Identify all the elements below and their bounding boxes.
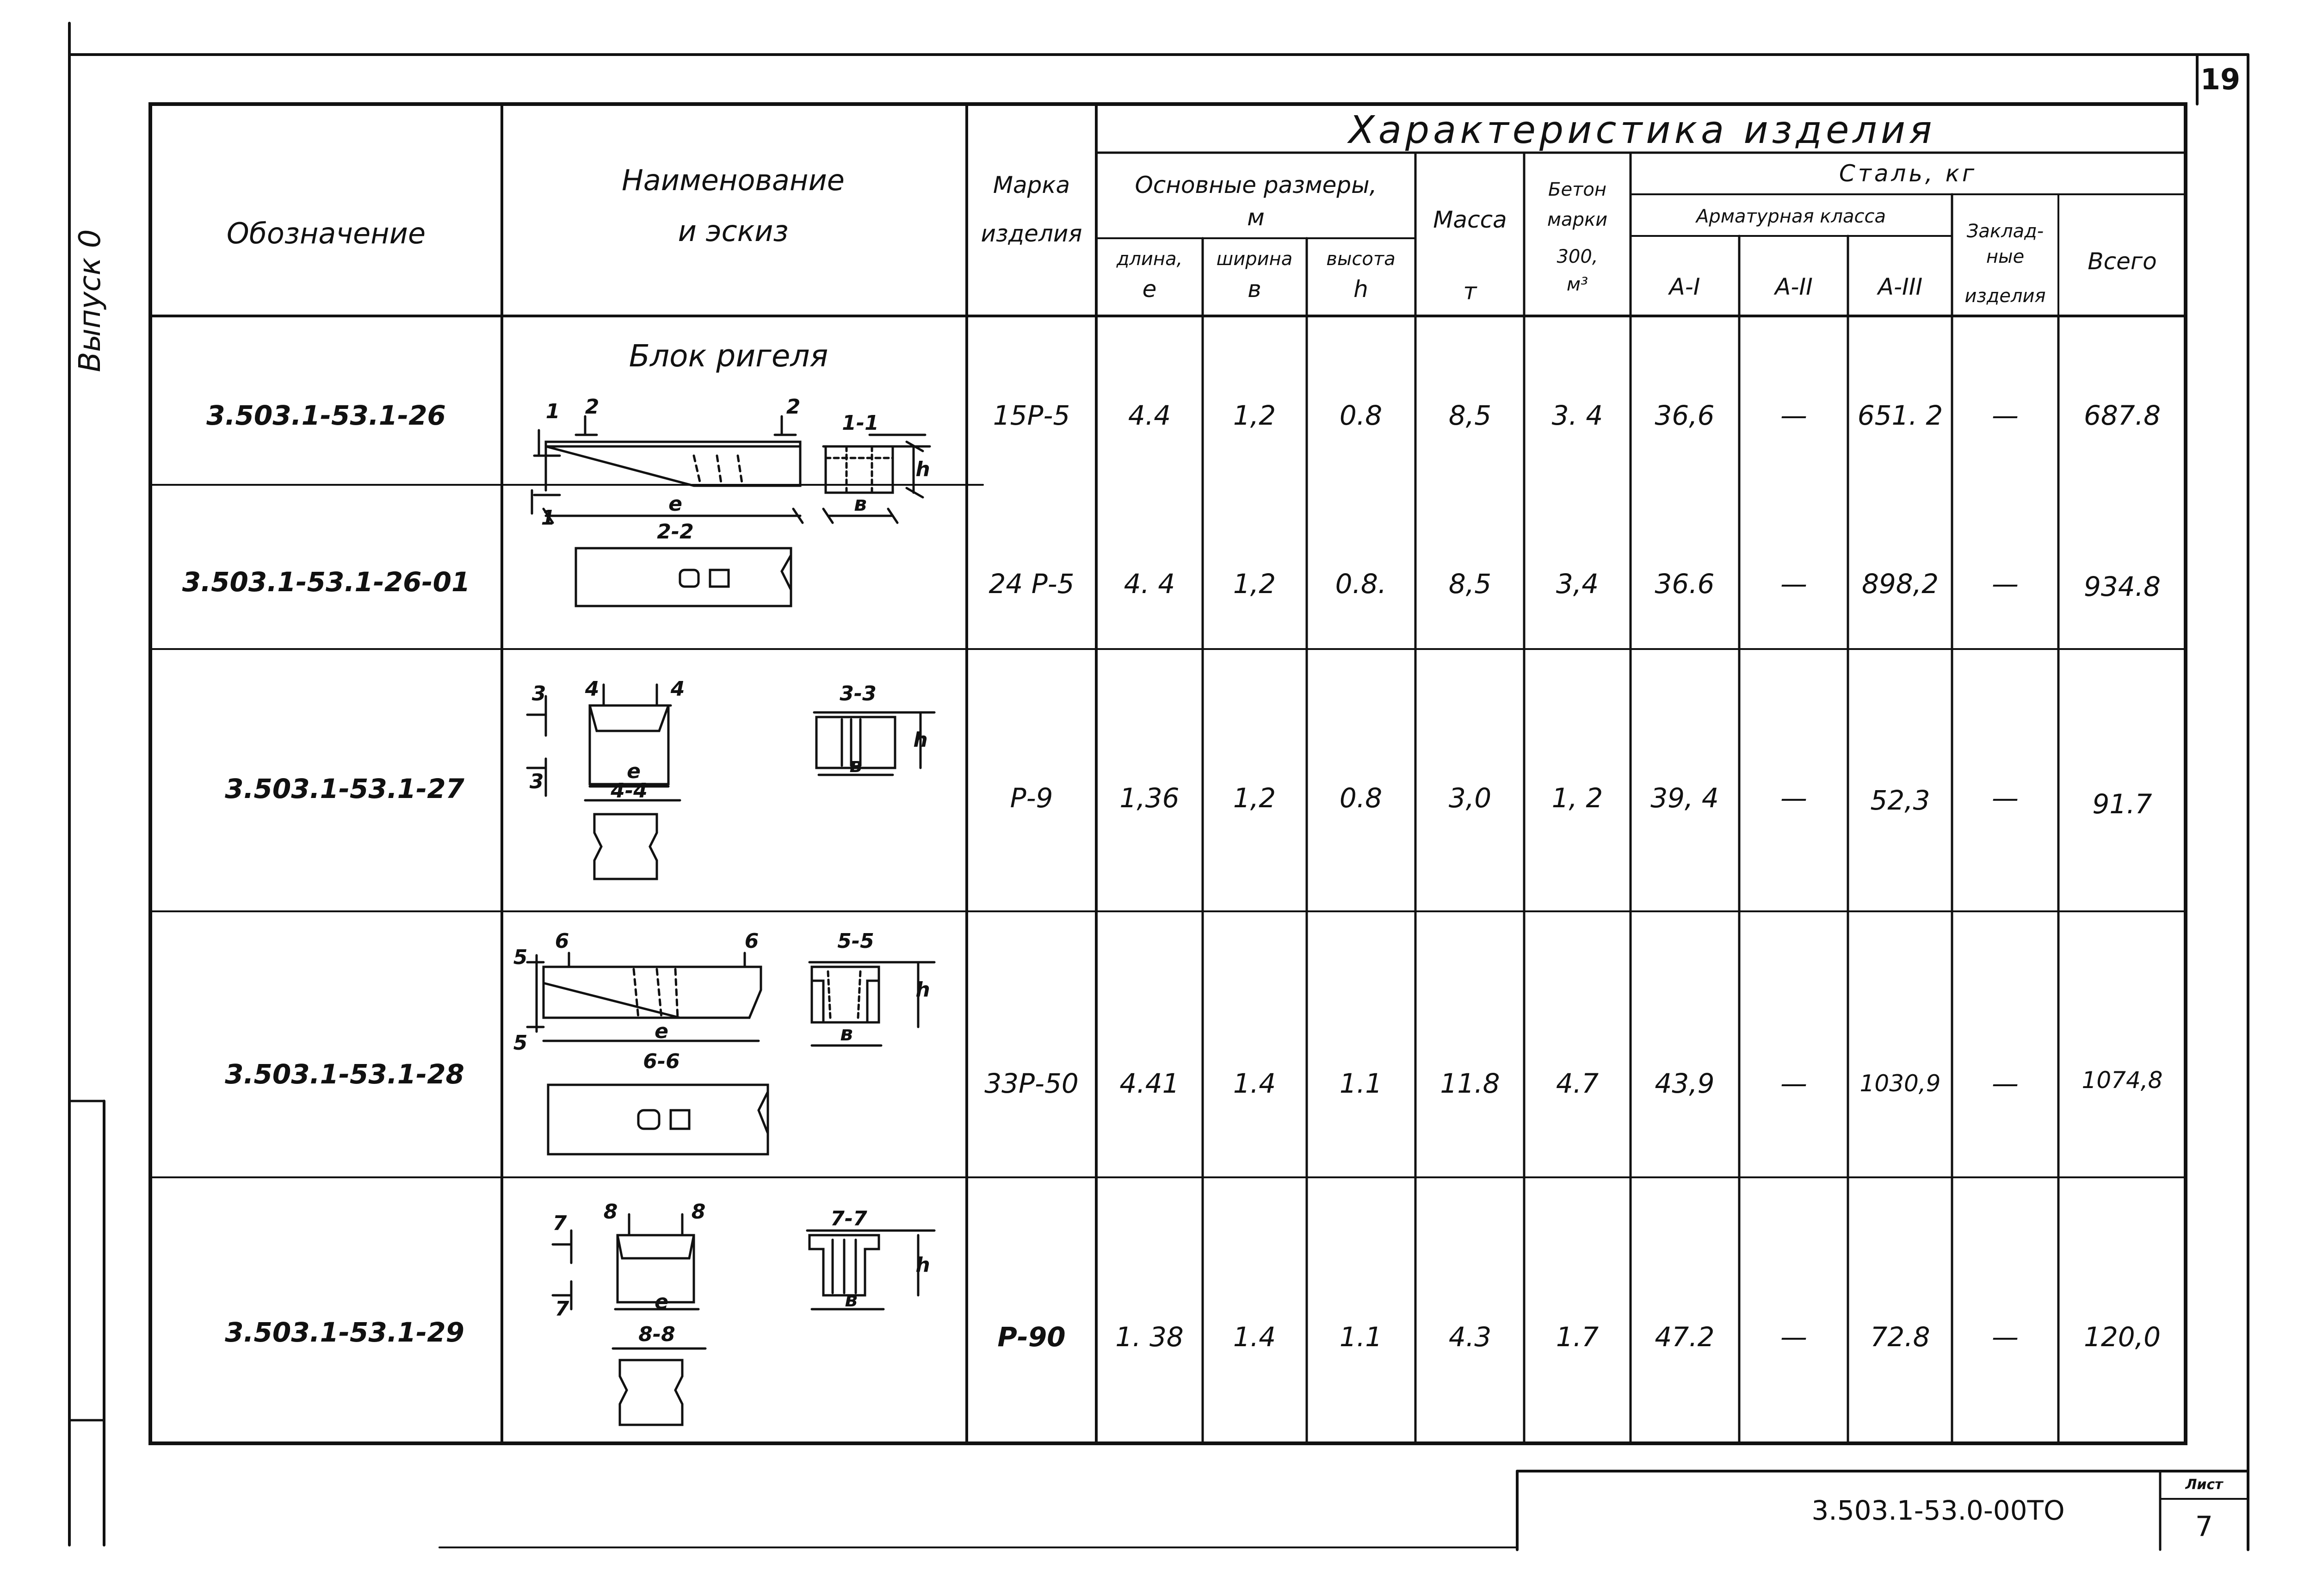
row-5-mass: 4.3: [1448, 1321, 1492, 1353]
header-steel: Сталь, кг: [1839, 160, 1977, 187]
row-3-mass: 3,0: [1448, 782, 1492, 814]
header-main-dims-line1: Основные размеры,: [1135, 172, 1377, 198]
row-5-a1: 47.2: [1655, 1321, 1715, 1353]
sketch-1: [532, 416, 930, 606]
row-4-a2: —: [1780, 1068, 1807, 1099]
sketch-2-section-b: 4-4: [611, 779, 648, 803]
row-4-code: 3.503.1-53.1-28: [225, 1058, 464, 1090]
header-concrete-line2: марки: [1547, 209, 1608, 230]
sketch-4-cut-d: 7: [555, 1297, 569, 1321]
row-5-length: 1. 38: [1115, 1321, 1184, 1353]
row-4-a1: 43,9: [1655, 1068, 1715, 1099]
row-3-embedded: —: [1992, 782, 2019, 814]
row-1-a2: —: [1780, 400, 1807, 431]
row-2-mark: 24 Р-5: [988, 568, 1075, 600]
row-4-mark: 33Р-50: [984, 1068, 1079, 1099]
header-a1: А-I: [1669, 273, 1700, 300]
header-mark-line1: Марка: [993, 172, 1070, 198]
sketch-2: [527, 682, 934, 879]
row-4-length: 4.41: [1119, 1068, 1180, 1099]
beam-elevation-3: [544, 967, 761, 1018]
header-designation: Обозначение: [226, 217, 426, 250]
header-width-line1: ширина: [1216, 248, 1293, 270]
header-main-dims-line2: м: [1247, 204, 1265, 231]
row-3-length: 1,36: [1119, 782, 1180, 814]
row-3-concrete: 1, 2: [1551, 782, 1603, 814]
sketch-2-dim-e: е: [627, 760, 641, 783]
row-4-mass: 11.8: [1440, 1068, 1500, 1099]
section-8-8: [620, 1360, 682, 1425]
row-2-embedded: —: [1992, 568, 2019, 600]
sketch-2-cut-a: 3: [531, 682, 546, 705]
section-4-4: [594, 814, 657, 879]
header-mark-line2: изделия: [981, 220, 1082, 247]
row-5-height: 1.1: [1339, 1321, 1383, 1353]
row-2-mass: 8,5: [1448, 568, 1492, 600]
header-length-line2: е: [1142, 276, 1157, 303]
row-3-a3: 52,3: [1870, 785, 1930, 816]
header-total: Всего: [2088, 248, 2157, 275]
sketch-3: [527, 953, 934, 1154]
row-3-width: 1,2: [1233, 782, 1276, 814]
sketch-1-cut-a: 1: [545, 400, 560, 423]
row-3-code: 3.503.1-53.1-27: [225, 773, 464, 804]
row-5-embedded: —: [1992, 1321, 2019, 1353]
row-5-a3: 72.8: [1870, 1321, 1930, 1353]
row-3-height: 0.8: [1339, 782, 1383, 814]
sketch-1-dim-e: е: [668, 492, 682, 516]
row-4-concrete: 4.7: [1556, 1068, 1599, 1099]
sketch-1-section-a: 1-1: [842, 411, 879, 435]
row-1-code: 3.503.1-53.1-26: [206, 400, 446, 431]
sketch-1-dim-h: h: [915, 458, 930, 481]
row-1-concrete: 3. 4: [1551, 400, 1603, 431]
row-5-mark: Р-90: [997, 1321, 1066, 1353]
row-4-total: 1074,8: [2082, 1067, 2163, 1094]
sketch-4-dim-w: в: [845, 1288, 858, 1311]
row-4-embedded: —: [1992, 1068, 2019, 1099]
sketch-4-section-b: 8-8: [638, 1323, 675, 1346]
header-embedded-line3: изделия: [1964, 285, 2046, 307]
header-height-line2: h: [1353, 276, 1368, 303]
sketch-2-dim-h: h: [913, 728, 928, 752]
header-concrete-line3: 300,: [1557, 246, 1598, 267]
header-concrete-line1: Бетон: [1548, 179, 1606, 200]
sketch-3-dim-h: h: [915, 978, 930, 1002]
header-mass-line2: т: [1463, 278, 1477, 305]
header-a2: А-II: [1775, 273, 1813, 300]
row-2-height: 0.8.: [1335, 568, 1387, 600]
header-length-line1: длина,: [1116, 248, 1183, 270]
header-characteristic: Характеристика изделия: [1348, 108, 1936, 152]
sketch-3-dim-e: е: [655, 1020, 668, 1043]
sketch-3-cut-c: 6: [744, 929, 759, 953]
sketch-2-cut-d: 3: [529, 770, 544, 793]
row-2-code: 3.503.1-53.1-26-01: [182, 566, 470, 598]
row-1-mass: 8,5: [1448, 400, 1492, 431]
sketch-2-section-a: 3-3: [840, 682, 877, 705]
sketch-2-cut-c: 4: [670, 677, 685, 701]
row-5-concrete: 1.7: [1556, 1321, 1599, 1353]
row-2-length: 4. 4: [1124, 568, 1175, 600]
row-1-height: 0.8: [1339, 400, 1383, 431]
stamp-document-code: 3.503.1-53.0-00ТО: [1811, 1495, 2065, 1526]
row-5-a2: —: [1780, 1321, 1807, 1353]
row-5-total: 120,0: [2083, 1321, 2161, 1353]
header-rebar: Арматурная класса: [1696, 206, 1886, 227]
stamp-list-label: Лист: [2185, 1477, 2223, 1493]
sketch-3-section-a: 5-5: [837, 929, 874, 953]
row-2-width: 1,2: [1233, 568, 1276, 600]
header-a3: А-III: [1878, 273, 1923, 300]
sketch-4-dim-h: h: [915, 1253, 930, 1277]
sketch-1-cut-d: 1: [541, 506, 556, 530]
header-concrete-line4: м³: [1566, 274, 1588, 295]
row-1-total: 687.8: [2083, 400, 2161, 431]
header-name-line1: Наименование: [622, 163, 845, 197]
row-3-total: 91.7: [2092, 788, 2152, 820]
row-5-width: 1.4: [1233, 1321, 1276, 1353]
header-width-line2: в: [1248, 276, 1261, 303]
sketch-1-cut-b: 2: [585, 395, 599, 419]
header-mass-line1: Масса: [1433, 206, 1507, 233]
sketch-4-cut-c: 8: [691, 1200, 706, 1224]
row-4-height: 1.1: [1339, 1068, 1383, 1099]
sketch-4-cut-b: 8: [603, 1200, 618, 1224]
row-2-total: 934.8: [2083, 571, 2161, 602]
row-3-mark: Р-9: [1010, 782, 1053, 814]
row-1-width: 1,2: [1233, 400, 1276, 431]
row-2-a3: 898,2: [1861, 568, 1939, 600]
sketch-3-section-b: 6-6: [643, 1050, 680, 1073]
beam-elevation-1: [546, 442, 800, 486]
row-4-a3: 1030,9: [1859, 1070, 1941, 1097]
sketch-4: [553, 1214, 934, 1425]
header-name-line2: и эскиз: [678, 214, 789, 248]
row-2-concrete: 3,4: [1556, 568, 1599, 600]
section-2-2: [576, 548, 791, 606]
sketch-2-cut-b: 4: [585, 677, 599, 701]
row-1-embedded: —: [1992, 400, 2019, 431]
row-1-a1: 36,6: [1655, 400, 1715, 431]
stamp-list-number: 7: [2195, 1510, 2213, 1543]
sketch-3-cut-d: 5: [513, 1031, 528, 1055]
sketch-4-dim-e: е: [655, 1290, 668, 1314]
sketch-3-cut-a: 5: [513, 946, 528, 969]
sketch-3-cut-b: 6: [555, 929, 569, 953]
sketch-1-cut-c: 2: [786, 395, 801, 419]
sketch-1-dim-w: в: [854, 492, 867, 516]
row-3-a2: —: [1780, 782, 1807, 814]
sketch-4-section-a: 7-7: [830, 1207, 867, 1231]
section-5-5: [812, 967, 879, 1022]
sheet-number: 19: [2200, 62, 2241, 96]
row-1-mark: 15Р-5: [993, 400, 1070, 431]
row-3-a1: 39, 4: [1650, 782, 1719, 814]
row-5-code: 3.503.1-53.1-29: [225, 1317, 464, 1348]
vypusk-label: Выпуск 0: [73, 229, 107, 372]
sketch-4-cut-a: 7: [552, 1212, 567, 1235]
header-embedded-line2: ные: [1986, 246, 2025, 267]
row-4-width: 1.4: [1233, 1068, 1276, 1099]
row-1-a3: 651. 2: [1857, 400, 1943, 431]
sketch-title: Блок ригеля: [629, 338, 828, 374]
row-2-a1: 36.6: [1655, 568, 1715, 600]
sketch-1-section-b: 2-2: [657, 520, 694, 544]
row-1-length: 4.4: [1128, 400, 1171, 431]
header-height-line1: высота: [1326, 248, 1396, 270]
sketch-2-dim-w: в: [849, 754, 862, 777]
row-2-a2: —: [1780, 568, 1807, 600]
sketch-3-dim-w: в: [840, 1022, 853, 1045]
header-embedded-line1: Заклад-: [1966, 221, 2044, 242]
